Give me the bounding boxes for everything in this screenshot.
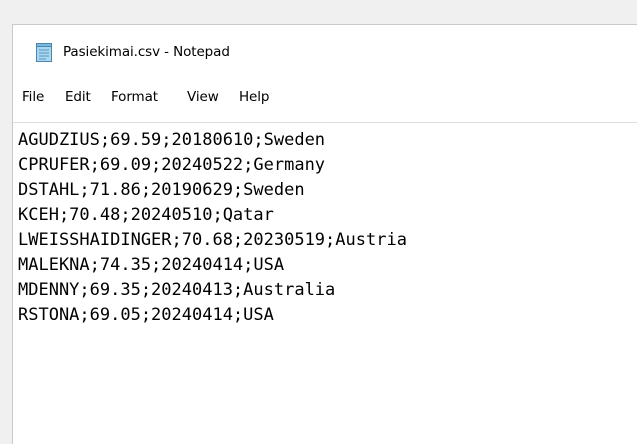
text-editor[interactable] [13,122,637,444]
text-line: RSTONA;69.05;20240414;USA [18,305,274,325]
notepad-window [12,24,637,444]
text-line: AGUDZIUS;69.59;20180610;Sweden [18,130,326,150]
text-line: LWEISSHAIDINGER;70.68;20230519;Austria [18,230,407,250]
menu-edit[interactable]: Edit [65,89,91,105]
title-bar[interactable] [13,25,637,81]
window-title: Pasiekimai.csv - Notepad [63,44,230,60]
menu-format[interactable]: Format [111,89,158,105]
menu-view[interactable]: View [187,89,219,105]
text-line: CPRUFER;69.09;20240522;Germany [18,155,326,175]
menu-help[interactable]: Help [239,89,270,105]
menu-bar [13,89,637,111]
text-line: DSTAHL;71.86;20190629;Sweden [18,180,305,200]
text-content [18,128,407,328]
menu-file[interactable]: File [22,89,45,105]
text-line: KCEH;70.48;20240510;Qatar [18,205,274,225]
text-line: MDENNY;69.35;20240413;Australia [18,280,336,300]
text-line: MALEKNA;74.35;20240414;USA [18,255,285,275]
notepad-icon [36,43,53,62]
